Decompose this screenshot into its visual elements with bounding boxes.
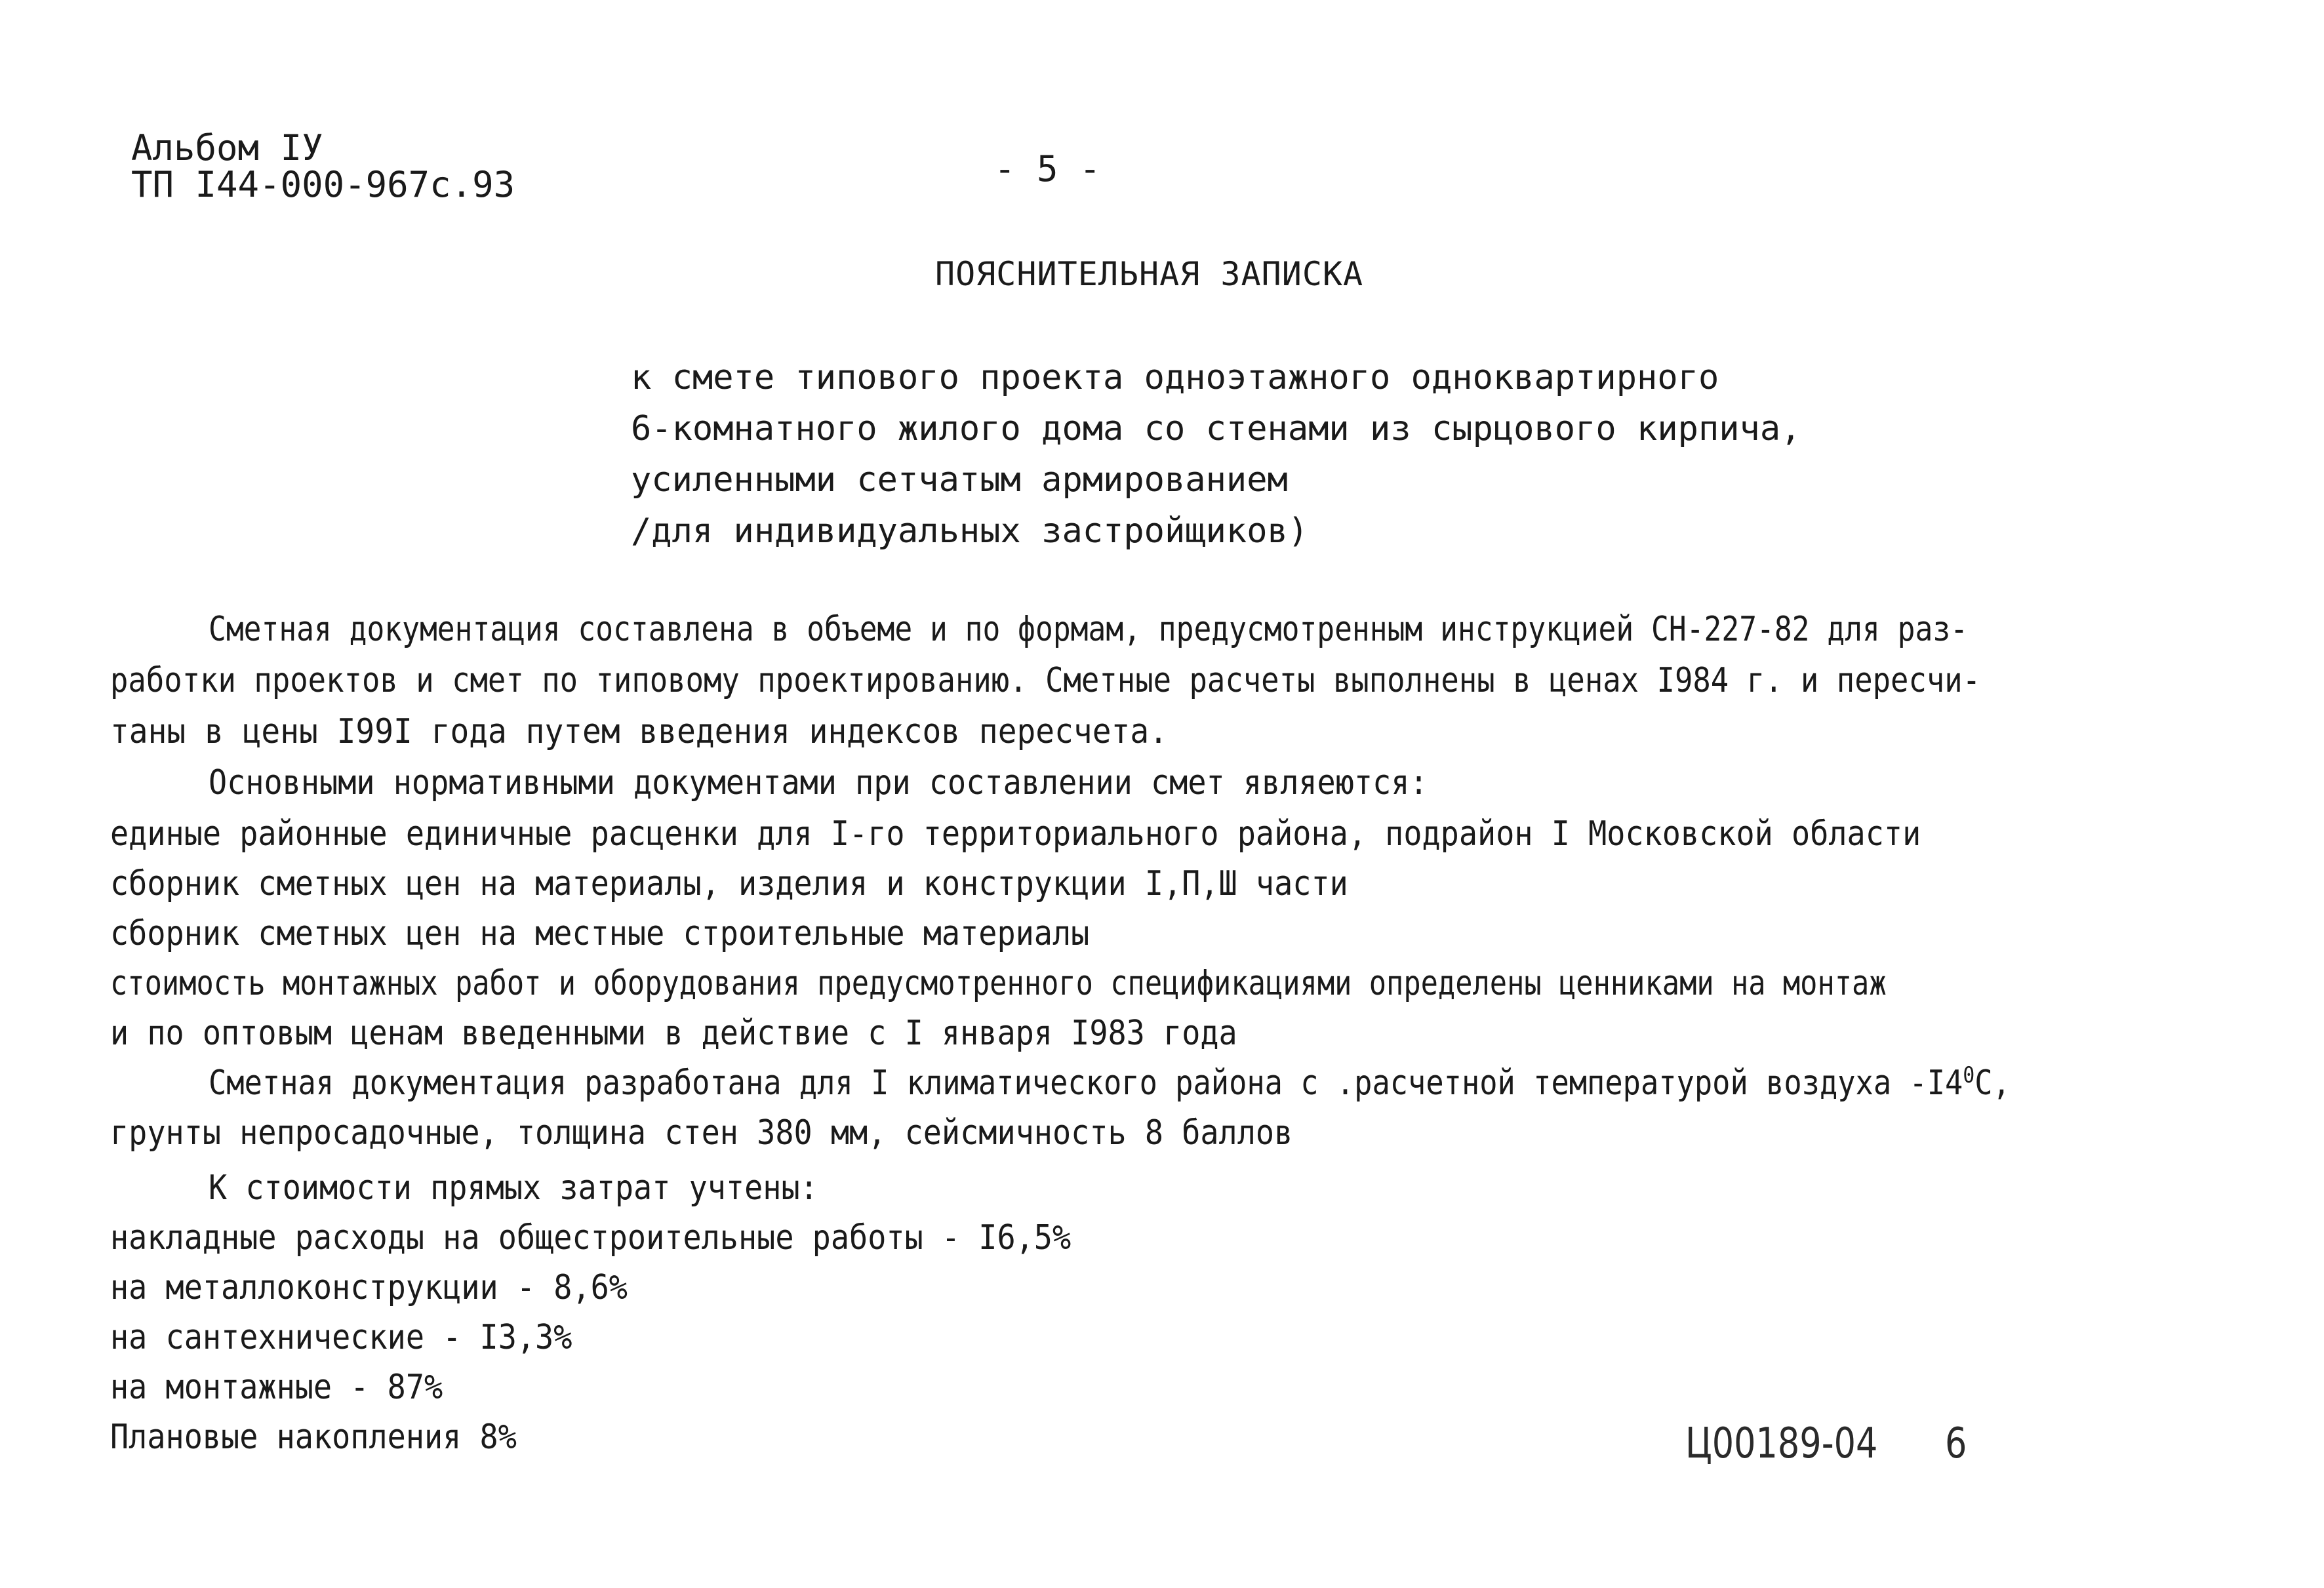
subtitle-line: усиленными сетчатым армированием: [631, 460, 1288, 500]
climate-unit: С,: [1974, 1063, 2011, 1103]
body-line: таны в цены I99I года путем введения индексов пересчета.: [110, 712, 1168, 751]
body-line: Сметная документация составлена в объеме и по формам, предусмотренным инструкцией СН-227-82 для раз-: [209, 610, 1968, 649]
body-line: единые районные единичные расценки для I-го территориального района, подрайон I Московской области: [110, 814, 1921, 854]
body-line: работки проектов и смет по типовому проектированию. Сметные расчеты выполнены в ценах I984 г. и пересчи-: [110, 661, 1981, 700]
subtitle-line: /для индивидуальных застройщиков): [631, 511, 1309, 551]
subtitle-line: к смете типового проекта одноэтажного одноквартирного: [631, 358, 1719, 397]
page-title: ПОЯСНИТЕЛЬНАЯ ЗАПИСКА: [935, 255, 1364, 293]
degree-sign: 0: [1963, 1062, 1975, 1088]
project-code: ТП I44-000-967с.93: [131, 164, 515, 205]
costs-intro: К стоимости прямых затрат учтены:: [209, 1168, 818, 1208]
body-line: и по оптовым ценам введенными в действие с I января I983 года: [110, 1014, 1237, 1053]
cost-line: Плановые накопления 8%: [110, 1418, 517, 1457]
cost-line: на монтажные - 87%: [110, 1368, 443, 1407]
page-number: - 5 -: [994, 148, 1101, 189]
stamp-code: Ц00189-04: [1685, 1419, 1878, 1468]
album-label: Альбом IУ: [131, 127, 323, 169]
body-line: Основными нормативными документами при составлении смет являеются:: [209, 763, 1428, 803]
cost-line: накладные расходы на общестроительные работы - I6,5%: [110, 1218, 1072, 1258]
body-line: сборник сметных цен на материалы, изделия и конструкции I,П,Ш части: [110, 864, 1348, 903]
body-line: сборник сметных цен на местные строительные материалы: [110, 914, 1090, 953]
body-line: стоимость монтажных работ и оборудования предусмотренного спецификациями определены ценниками на монтаж: [110, 964, 1887, 1003]
cost-line: на металлоконструкции - 8,6%: [110, 1268, 628, 1307]
cost-line: на сантехнические - I3,3%: [110, 1318, 572, 1357]
climate-text: Сметная документация разработана для I климатического района с .расчетной температурой воздуха -I4: [209, 1063, 1963, 1103]
climate-line: грунты непросадочные, толщина стен 380 мм, сейсмичность 8 баллов: [110, 1113, 1293, 1153]
subtitle-line: 6-комнатного жилого дома со стенами из сырцового кирпича,: [631, 409, 1801, 448]
climate-line: [209, 1063, 2011, 1103]
stamp-number: 6: [1945, 1419, 1967, 1468]
